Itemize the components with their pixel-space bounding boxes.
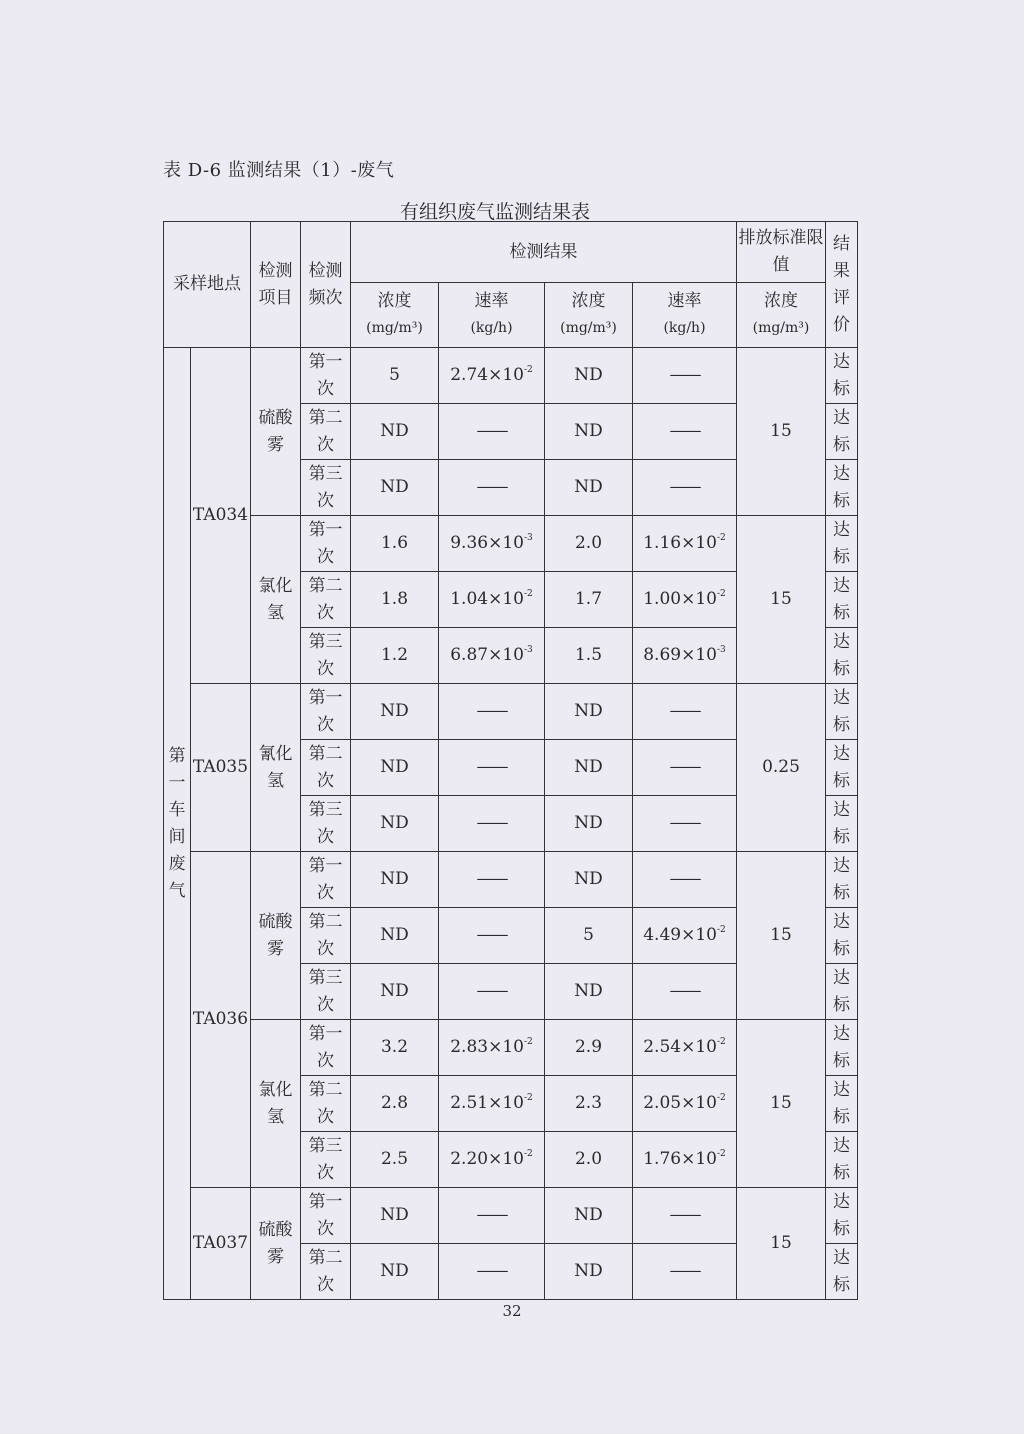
rate-cell: —— <box>633 1188 737 1244</box>
freq-cell: 第一次 <box>301 684 351 740</box>
freq-cell: 第二次 <box>301 1244 351 1300</box>
table-row <box>164 516 858 572</box>
rate-cell: —— <box>439 852 545 908</box>
concentration-cell: 2.0 <box>545 1132 633 1188</box>
concentration-cell: ND <box>351 1188 439 1244</box>
freq-cell: 第三次 <box>301 460 351 516</box>
evaluation-cell: 达标 <box>826 964 858 1020</box>
concentration-cell: 1.2 <box>351 628 439 684</box>
rate-cell: $6.87\times 10^{-3}$ <box>439 628 545 684</box>
item-cell: 硫酸雾 <box>251 348 301 516</box>
freq-cell: 第一次 <box>301 516 351 572</box>
rate-cell: —— <box>439 796 545 852</box>
rate-cell: —— <box>633 460 737 516</box>
rate-cell: $2.83\times 10^{-2}$ <box>439 1020 545 1076</box>
header-standard: 排放标准限值 <box>737 222 826 283</box>
concentration-cell: ND <box>545 852 633 908</box>
evaluation-cell: 达标 <box>826 1132 858 1188</box>
concentration-cell: ND <box>545 796 633 852</box>
freq-cell: 第一次 <box>301 852 351 908</box>
concentration-cell: 1.8 <box>351 572 439 628</box>
rate-cell: —— <box>439 908 545 964</box>
table-row <box>164 1020 858 1076</box>
concentration-cell: ND <box>351 964 439 1020</box>
concentration-cell: ND <box>351 908 439 964</box>
header-site: 采样地点 <box>164 222 251 348</box>
freq-cell: 第三次 <box>301 964 351 1020</box>
header-rate-1 <box>439 283 545 348</box>
page-number: 32 <box>502 1302 522 1320</box>
evaluation-cell: 达标 <box>826 572 858 628</box>
rate-cell: $1.04\times 10^{-2}$ <box>439 572 545 628</box>
header-limit-conc <box>737 283 826 348</box>
rate-unit: (kg/h) <box>663 320 706 336</box>
site-cell: TA034 <box>191 348 251 684</box>
rate-cell: $8.69\times 10^{-3}$ <box>633 628 737 684</box>
concentration-cell: 5 <box>545 908 633 964</box>
evaluation-cell: 达标 <box>826 684 858 740</box>
item-cell: 硫酸雾 <box>251 852 301 1020</box>
freq-cell: 第三次 <box>301 796 351 852</box>
item-cell: 氯化氢 <box>251 516 301 684</box>
concentration-cell: ND <box>545 684 633 740</box>
limit-cell: 15 <box>737 348 826 516</box>
rate-cell: —— <box>439 684 545 740</box>
rate-cell: $2.05\times 10^{-2}$ <box>633 1076 737 1132</box>
freq-cell: 第二次 <box>301 908 351 964</box>
concentration-cell: 1.6 <box>351 516 439 572</box>
conc-label: 浓度 <box>377 291 412 311</box>
concentration-cell: 3.2 <box>351 1020 439 1076</box>
header-conc-1 <box>351 283 439 348</box>
freq-cell: 第二次 <box>301 740 351 796</box>
conc-label: 浓度 <box>764 291 798 311</box>
rate-cell: —— <box>439 460 545 516</box>
header-rate-2 <box>633 283 737 348</box>
area-label-text: 第 一 车 间 废 气 <box>168 745 186 901</box>
rate-label: 速率 <box>667 291 702 311</box>
concentration-cell: ND <box>351 684 439 740</box>
concentration-cell: ND <box>351 740 439 796</box>
freq-cell: 第三次 <box>301 1132 351 1188</box>
freq-cell: 第一次 <box>301 348 351 404</box>
header-eval: 结果评价 <box>826 222 858 348</box>
rate-label: 速率 <box>474 291 509 311</box>
area-label <box>164 348 191 1300</box>
rate-cell: —— <box>439 740 545 796</box>
evaluation-cell: 达标 <box>826 460 858 516</box>
concentration-cell: ND <box>545 740 633 796</box>
table-row <box>164 684 858 740</box>
evaluation-cell: 达标 <box>826 404 858 460</box>
concentration-cell: ND <box>545 1244 633 1300</box>
header-row-1 <box>164 222 858 283</box>
concentration-cell: ND <box>545 404 633 460</box>
conc-label: 浓度 <box>571 291 606 311</box>
rate-cell: —— <box>439 964 545 1020</box>
evaluation-cell: 达标 <box>826 516 858 572</box>
rate-unit: (kg/h) <box>470 320 513 336</box>
concentration-cell: ND <box>545 460 633 516</box>
header-conc-2 <box>545 283 633 348</box>
rate-cell: $2.74\times 10^{-2}$ <box>439 348 545 404</box>
rate-cell: —— <box>633 852 737 908</box>
concentration-cell: 2.8 <box>351 1076 439 1132</box>
concentration-cell: 2.3 <box>545 1076 633 1132</box>
rate-cell: —— <box>439 1188 545 1244</box>
rate-cell: —— <box>633 684 737 740</box>
rate-cell: —— <box>439 1244 545 1300</box>
table-caption: 表 D-6 监测结果（1）-废气 <box>163 160 395 181</box>
rate-cell: $1.16\times 10^{-2}$ <box>633 516 737 572</box>
concentration-cell: 1.5 <box>545 628 633 684</box>
concentration-cell: 2.0 <box>545 516 633 572</box>
limit-cell: 0.25 <box>737 684 826 852</box>
site-cell: TA036 <box>191 852 251 1188</box>
evaluation-cell: 达标 <box>826 1244 858 1300</box>
evaluation-cell: 达标 <box>826 796 858 852</box>
concentration-cell: ND <box>351 460 439 516</box>
header-results: 检测结果 <box>351 222 737 283</box>
concentration-cell: 2.5 <box>351 1132 439 1188</box>
limit-cell: 15 <box>737 1020 826 1188</box>
rate-cell: $9.36\times 10^{-3}$ <box>439 516 545 572</box>
rate-cell: $1.00\times 10^{-2}$ <box>633 572 737 628</box>
header-freq: 检测频次 <box>301 222 351 348</box>
item-cell: 氯化氢 <box>251 1020 301 1188</box>
freq-cell: 第二次 <box>301 1076 351 1132</box>
site-cell: TA037 <box>191 1188 251 1300</box>
freq-cell: 第二次 <box>301 572 351 628</box>
header-item: 检测项目 <box>251 222 301 348</box>
evaluation-cell: 达标 <box>826 1188 858 1244</box>
limit-cell: 15 <box>737 1188 826 1300</box>
rate-cell: $2.20\times 10^{-2}$ <box>439 1132 545 1188</box>
limit-cell: 15 <box>737 852 826 1020</box>
rate-cell: —— <box>633 740 737 796</box>
freq-cell: 第一次 <box>301 1020 351 1076</box>
rate-cell: —— <box>633 404 737 460</box>
evaluation-cell: 达标 <box>826 1076 858 1132</box>
rate-cell: —— <box>633 348 737 404</box>
table-row <box>164 1188 858 1244</box>
conc-unit: (mg/m³) <box>366 320 423 336</box>
concentration-cell: ND <box>351 1244 439 1300</box>
concentration-cell: 1.7 <box>545 572 633 628</box>
evaluation-cell: 达标 <box>826 908 858 964</box>
concentration-cell: ND <box>351 404 439 460</box>
concentration-cell: 2.9 <box>545 1020 633 1076</box>
site-cell: TA035 <box>191 684 251 852</box>
evaluation-cell: 达标 <box>826 852 858 908</box>
table-row <box>164 852 858 908</box>
evaluation-cell: 达标 <box>826 348 858 404</box>
rate-cell: —— <box>633 1244 737 1300</box>
rate-cell: —— <box>633 964 737 1020</box>
item-cell: 硫酸雾 <box>251 1188 301 1300</box>
rate-cell: $2.51\times 10^{-2}$ <box>439 1076 545 1132</box>
monitoring-results-table <box>163 221 858 1300</box>
conc-unit: (mg/m³) <box>560 320 617 336</box>
freq-cell: 第三次 <box>301 628 351 684</box>
concentration-cell: ND <box>545 348 633 404</box>
concentration-cell: ND <box>545 1188 633 1244</box>
rate-cell: —— <box>439 404 545 460</box>
item-cell: 氰化氢 <box>251 684 301 852</box>
concentration-cell: ND <box>545 964 633 1020</box>
rate-cell: $2.54\times 10^{-2}$ <box>633 1020 737 1076</box>
evaluation-cell: 达标 <box>826 628 858 684</box>
evaluation-cell: 达标 <box>826 1020 858 1076</box>
concentration-cell: ND <box>351 852 439 908</box>
concentration-cell: ND <box>351 796 439 852</box>
table-title: 有组织废气监测结果表 <box>399 201 590 223</box>
rate-cell: $4.49\times 10^{-2}$ <box>633 908 737 964</box>
freq-cell: 第二次 <box>301 404 351 460</box>
rate-cell: $1.76\times 10^{-2}$ <box>633 1132 737 1188</box>
concentration-cell: 5 <box>351 348 439 404</box>
limit-cell: 15 <box>737 516 826 684</box>
conc-unit: (mg/m³) <box>752 320 810 336</box>
evaluation-cell: 达标 <box>826 740 858 796</box>
table-row <box>164 348 858 404</box>
rate-cell: —— <box>633 796 737 852</box>
freq-cell: 第一次 <box>301 1188 351 1244</box>
